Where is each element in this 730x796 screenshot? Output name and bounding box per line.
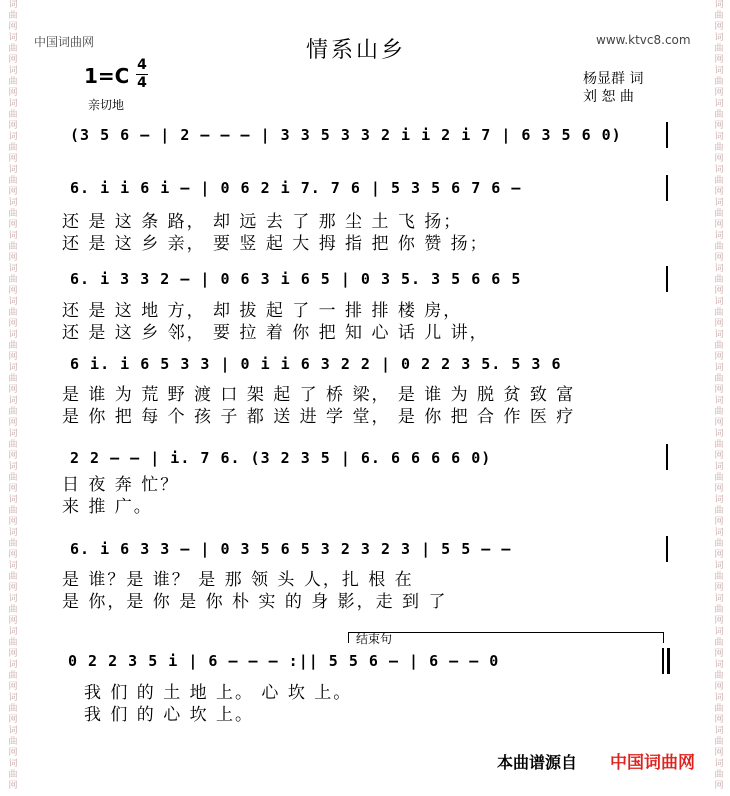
- watermark-glyph: 网: [714, 319, 724, 329]
- watermark-glyph: 词: [714, 231, 724, 241]
- watermark-glyph: 曲: [8, 671, 18, 681]
- lyric-row-5-verse-2: 来 推 广。: [62, 497, 153, 517]
- lyric-row-2-verse-2: 还 是 这 乡 亲， 要 竖 起 大 拇 指 把 你 赞 扬；: [62, 234, 489, 254]
- watermark-glyph: 词: [714, 660, 724, 670]
- watermark-glyph: 网: [8, 319, 18, 329]
- watermark-glyph: 网: [714, 583, 724, 593]
- watermark-glyph: 词: [8, 660, 18, 670]
- barline-final-thick: [667, 648, 670, 674]
- watermark-glyph: 曲: [8, 308, 18, 318]
- barline-row-5-end: [666, 444, 668, 470]
- lyric-row-6-verse-1: 是 谁？是 谁？ 是 那 领 头 人，扎 根 在: [62, 570, 414, 590]
- watermark-glyph: 曲: [714, 605, 724, 615]
- watermark-glyph: 词: [714, 627, 724, 637]
- watermark-glyph: 曲: [714, 374, 724, 384]
- lyric-row-7-verse-1: 我 们 的 土 地 上。 心 坎 上。: [84, 683, 353, 703]
- notes-row-7: 0 2 2 3 5 i | 6 – – – :|| 5 5 6 – | 6 – – 0: [68, 652, 500, 670]
- watermark-glyph: 网: [8, 715, 18, 725]
- watermark-glyph: 词: [714, 429, 724, 439]
- watermark-glyph: 曲: [8, 341, 18, 351]
- lyric-row-3-verse-1: 还 是 这 地 方， 却 拔 起 了 一 排 排 楼 房，: [62, 301, 463, 321]
- watermark-glyph: 网: [8, 616, 18, 626]
- watermark-glyph: 网: [714, 550, 724, 560]
- source-site-link[interactable]: 中国词曲网: [610, 753, 695, 773]
- watermark-glyph: 曲: [714, 110, 724, 120]
- notes-row-3: 6. i 3 3 2 – | 0 6 3 i 6 5 | 0 3 5. 3 5 6 6 5: [70, 270, 522, 288]
- watermark-glyph: 网: [8, 88, 18, 98]
- watermark-glyph: 网: [8, 781, 18, 791]
- song-title: 情系山乡: [306, 38, 407, 63]
- watermark-glyph: 网: [714, 748, 724, 758]
- watermark-glyph: 曲: [714, 737, 724, 747]
- notes-row-4: 6 i. i 6 5 3 3 | 0 i i 6 3 2 2 | 0 2 2 3 5. 5 3 6: [70, 355, 562, 373]
- watermark-glyph: 网: [714, 418, 724, 428]
- key-signature: 1=C: [84, 64, 130, 88]
- watermark-glyph: 网: [8, 484, 18, 494]
- watermark-glyph: 曲: [8, 407, 18, 417]
- notes-row-1: (3 5 6 – | 2 – – – | 3 3 5 3 3 2 i i 2 i 7 | 6 3 5 6 0): [70, 126, 622, 144]
- barline-final-thin: [662, 648, 664, 674]
- ending-label: 结束句: [356, 632, 393, 646]
- watermark-glyph: 网: [8, 286, 18, 296]
- time-top: 4: [137, 57, 147, 73]
- watermark-right: [708, 0, 730, 796]
- watermark-glyph: 词: [8, 297, 18, 307]
- watermark-glyph: 曲: [8, 605, 18, 615]
- watermark-glyph: 词: [714, 0, 724, 10]
- watermark-glyph: 曲: [8, 704, 18, 714]
- watermark-glyph: 词: [8, 726, 18, 736]
- watermark-glyph: 词: [8, 66, 18, 76]
- watermark-glyph: 词: [714, 726, 724, 736]
- watermark-glyph: 曲: [714, 506, 724, 516]
- watermark-glyph: 曲: [714, 242, 724, 252]
- watermark-glyph: 词: [714, 99, 724, 109]
- watermark-glyph: 曲: [714, 770, 724, 780]
- watermark-glyph: 曲: [8, 143, 18, 153]
- barline-row-2-end: [666, 175, 668, 201]
- watermark-glyph: 曲: [714, 143, 724, 153]
- watermark-glyph: 曲: [8, 506, 18, 516]
- watermark-glyph: 词: [714, 528, 724, 538]
- watermark-glyph: 网: [8, 154, 18, 164]
- watermark-glyph: 曲: [8, 473, 18, 483]
- lyricist-credit: 杨显群 词: [583, 71, 644, 87]
- watermark-glyph: 词: [8, 99, 18, 109]
- watermark-glyph: 曲: [714, 11, 724, 21]
- lyric-row-2-verse-1: 还 是 这 条 路， 却 远 去 了 那 尘 土 飞 扬；: [62, 212, 463, 232]
- watermark-glyph: 网: [8, 517, 18, 527]
- watermark-glyph: 词: [714, 330, 724, 340]
- notes-row-5: 2 2 – – | i. 7 6. (3 2 3 5 | 6. 6 6 6 6 0): [70, 449, 492, 467]
- watermark-glyph: 词: [714, 462, 724, 472]
- lyric-row-7-verse-2: 我 们 的 心 坎 上。: [84, 705, 255, 725]
- watermark-glyph: 网: [8, 121, 18, 131]
- watermark-glyph: 词: [714, 495, 724, 505]
- time-signature: [136, 58, 148, 91]
- watermark-glyph: 曲: [8, 176, 18, 186]
- watermark-glyph: 曲: [714, 704, 724, 714]
- barline-row-1-end: [666, 122, 668, 148]
- watermark-glyph: 网: [714, 121, 724, 131]
- notes-row-2: 6. i i 6 i – | 0 6 2 i 7. 7 6 | 5 3 5 6 7 6 –: [70, 179, 522, 197]
- watermark-glyph: 词: [8, 462, 18, 472]
- composer-credit: 刘 恕 曲: [583, 89, 634, 105]
- watermark-glyph: 词: [714, 561, 724, 571]
- watermark-glyph: 网: [714, 451, 724, 461]
- watermark-glyph: 曲: [714, 572, 724, 582]
- watermark-glyph: 词: [8, 330, 18, 340]
- watermark-glyph: 网: [8, 550, 18, 560]
- watermark-glyph: 网: [714, 616, 724, 626]
- watermark-glyph: 词: [8, 264, 18, 274]
- notes-row-6: 6. i 6 3 3 – | 0 3 5 6 5 3 2 3 2 3 | 5 5 – –: [70, 540, 512, 558]
- watermark-glyph: 曲: [8, 209, 18, 219]
- watermark-glyph: 网: [714, 715, 724, 725]
- watermark-glyph: 词: [8, 165, 18, 175]
- watermark-glyph: 网: [714, 55, 724, 65]
- watermark-glyph: 曲: [714, 407, 724, 417]
- watermark-glyph: 曲: [714, 638, 724, 648]
- watermark-glyph: 网: [714, 88, 724, 98]
- watermark-glyph: 曲: [8, 539, 18, 549]
- watermark-glyph: 词: [714, 264, 724, 274]
- watermark-glyph: 词: [8, 693, 18, 703]
- watermark-glyph: 词: [714, 66, 724, 76]
- watermark-glyph: 词: [714, 396, 724, 406]
- watermark-glyph: 词: [8, 363, 18, 373]
- watermark-glyph: 网: [714, 187, 724, 197]
- watermark-glyph: 词: [8, 528, 18, 538]
- watermark-glyph: 曲: [8, 110, 18, 120]
- watermark-glyph: 词: [8, 198, 18, 208]
- watermark-glyph: 词: [8, 231, 18, 241]
- watermark-glyph: 词: [714, 165, 724, 175]
- watermark-glyph: 网: [8, 682, 18, 692]
- watermark-glyph: 网: [8, 22, 18, 32]
- watermark-glyph: 曲: [714, 473, 724, 483]
- barline-row-6-end: [666, 536, 668, 562]
- barline-row-3-end: [666, 266, 668, 292]
- watermark-glyph: 曲: [714, 209, 724, 219]
- watermark-glyph: 网: [714, 517, 724, 527]
- watermark-glyph: 词: [8, 759, 18, 769]
- watermark-glyph: 词: [8, 561, 18, 571]
- site-name-left: 中国词曲网: [34, 35, 95, 49]
- watermark-glyph: 词: [8, 594, 18, 604]
- watermark-glyph: 曲: [714, 275, 724, 285]
- watermark-glyph: 词: [8, 396, 18, 406]
- watermark-glyph: 网: [8, 649, 18, 659]
- watermark-glyph: 词: [714, 198, 724, 208]
- lyric-row-4-verse-2: 是 你 把 每 个 孩 子 都 送 进 学 堂， 是 你 把 合 作 医 疗: [62, 407, 576, 427]
- watermark-glyph: 曲: [8, 275, 18, 285]
- watermark-glyph: 网: [714, 154, 724, 164]
- watermark-glyph: 网: [8, 253, 18, 263]
- watermark-glyph: 网: [714, 220, 724, 230]
- watermark-glyph: 词: [8, 33, 18, 43]
- watermark-glyph: 曲: [8, 44, 18, 54]
- lyric-row-4-verse-1: 是 谁 为 荒 野 渡 口 架 起 了 桥 梁， 是 谁 为 脱 贫 致 富: [62, 385, 576, 405]
- watermark-glyph: 网: [714, 286, 724, 296]
- watermark-glyph: 网: [8, 55, 18, 65]
- watermark-glyph: 网: [8, 418, 18, 428]
- watermark-glyph: 网: [714, 385, 724, 395]
- watermark-glyph: 曲: [714, 77, 724, 87]
- watermark-glyph: 网: [8, 352, 18, 362]
- watermark-glyph: 曲: [8, 737, 18, 747]
- watermark-glyph: 词: [714, 33, 724, 43]
- watermark-glyph: 网: [8, 220, 18, 230]
- watermark-glyph: 曲: [8, 440, 18, 450]
- watermark-glyph: 网: [714, 22, 724, 32]
- watermark-glyph: 网: [714, 352, 724, 362]
- watermark-glyph: 词: [8, 0, 18, 10]
- lyric-row-6-verse-2: 是 你，是 你 是 你 朴 实 的 身 影，走 到 了: [62, 592, 448, 612]
- tempo-marking: 亲切地: [88, 98, 125, 112]
- watermark-glyph: 曲: [8, 242, 18, 252]
- watermark-glyph: 曲: [714, 440, 724, 450]
- watermark-glyph: 网: [8, 385, 18, 395]
- watermark-glyph: 网: [714, 484, 724, 494]
- watermark-glyph: 曲: [714, 308, 724, 318]
- watermark-left: [2, 0, 24, 796]
- watermark-glyph: 曲: [714, 341, 724, 351]
- site-url-right: www.ktvc8.com: [596, 33, 691, 47]
- watermark-glyph: 曲: [8, 638, 18, 648]
- watermark-glyph: 曲: [714, 671, 724, 681]
- watermark-glyph: 词: [714, 759, 724, 769]
- lyric-row-3-verse-2: 还 是 这 乡 邻， 要 拉 着 你 把 知 心 话 儿 讲，: [62, 323, 489, 343]
- watermark-glyph: 网: [714, 253, 724, 263]
- watermark-glyph: 曲: [714, 176, 724, 186]
- watermark-glyph: 曲: [714, 539, 724, 549]
- watermark-glyph: 词: [714, 363, 724, 373]
- watermark-glyph: 网: [714, 781, 724, 791]
- lyric-row-5-verse-1: 日 夜 奔 忙？: [62, 475, 180, 495]
- watermark-glyph: 曲: [714, 44, 724, 54]
- watermark-glyph: 词: [8, 495, 18, 505]
- time-bottom: 4: [137, 75, 147, 91]
- watermark-glyph: 词: [714, 693, 724, 703]
- watermark-glyph: 词: [714, 594, 724, 604]
- watermark-glyph: 网: [8, 451, 18, 461]
- watermark-glyph: 词: [8, 429, 18, 439]
- watermark-glyph: 词: [8, 627, 18, 637]
- watermark-glyph: 曲: [8, 77, 18, 87]
- watermark-glyph: 曲: [8, 572, 18, 582]
- watermark-glyph: 词: [714, 132, 724, 142]
- watermark-glyph: 网: [8, 748, 18, 758]
- ending-bracket: [348, 632, 664, 643]
- watermark-glyph: 网: [8, 187, 18, 197]
- watermark-glyph: 曲: [8, 11, 18, 21]
- watermark-glyph: 词: [8, 132, 18, 142]
- source-label: 本曲谱源自: [497, 753, 578, 772]
- watermark-glyph: 网: [8, 583, 18, 593]
- watermark-glyph: 网: [714, 649, 724, 659]
- watermark-glyph: 曲: [8, 770, 18, 780]
- watermark-glyph: 曲: [8, 374, 18, 384]
- watermark-glyph: 网: [714, 682, 724, 692]
- watermark-glyph: 词: [714, 297, 724, 307]
